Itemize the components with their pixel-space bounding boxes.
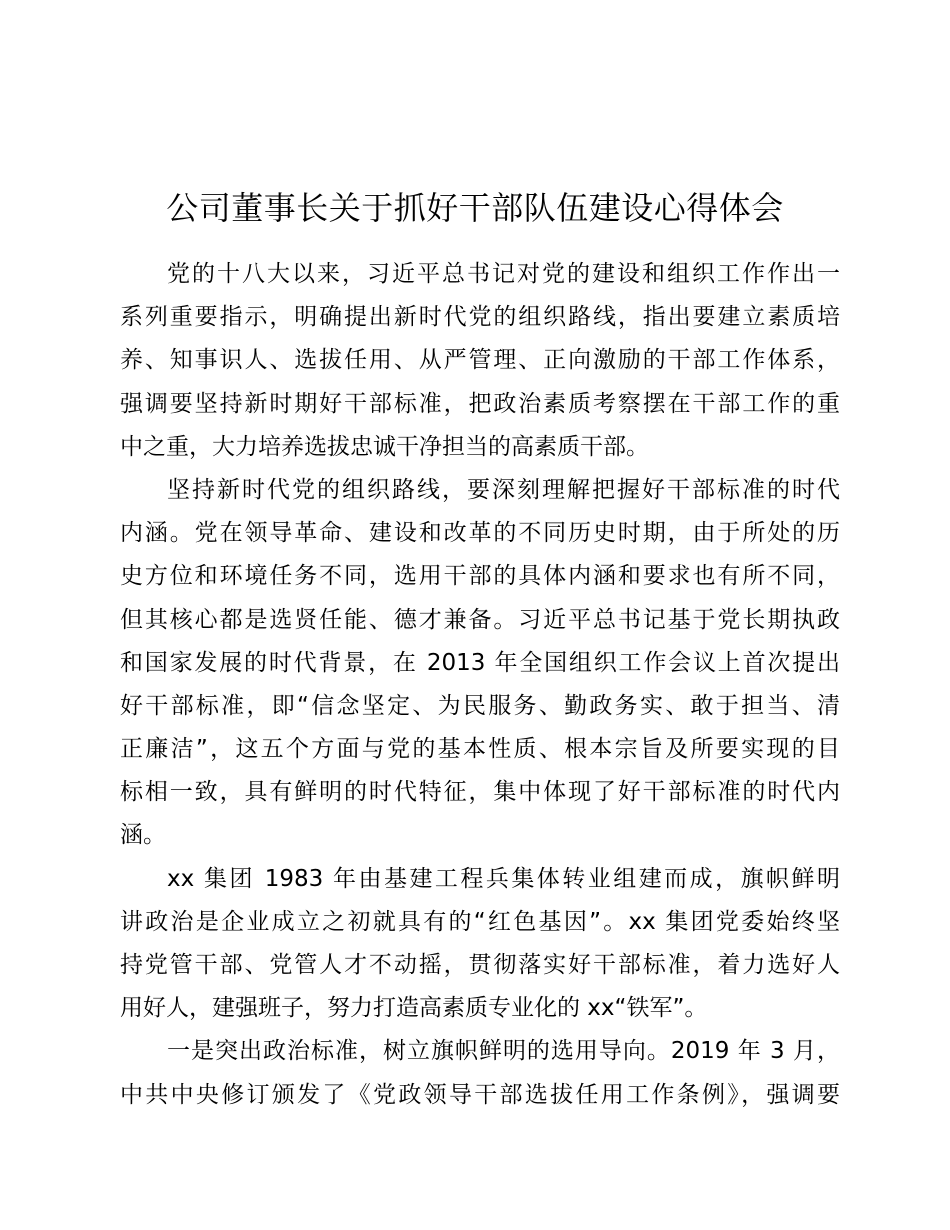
paragraph-2-line-3: 史方位和环境任务不同，选用干部的具体内涵和要求也有所不同， xyxy=(120,563,840,590)
document-title: 公司董事长关于抓好干部队伍建设心得体会 xyxy=(166,189,784,227)
paragraph-1-line-4: 强调要坚持新时期好干部标准，把政治素质考察摆在干部工作的重 xyxy=(120,390,840,417)
paragraph-2-line-1: 坚持新时代党的组织路线，要深刻理解把握好干部标准的时代 xyxy=(167,476,840,503)
paragraph-2-line-4: 但其核心都是选贤任能、德才兼备。习近平总书记基于党长期执政 xyxy=(120,606,840,633)
paragraph-2-line-8: 标相一致，具有鲜明的时代特征，集中体现了好干部标准的时代内 xyxy=(120,779,840,806)
paragraph-2-line-6: 好干部标准，即“信念坚定、为民服务、勤政务实、敢于担当、清 xyxy=(120,692,840,719)
document-body xyxy=(120,253,840,1117)
paragraph-2-line-7: 正廉洁”，这五个方面与党的基本性质、根本宗旨及所要实现的目 xyxy=(120,736,840,763)
paragraph-4-line-1: 一是突出政治标准，树立旗帜鲜明的选用导向。2019 年 3 月， xyxy=(167,1038,840,1065)
paragraph-3-line-2: 讲政治是企业成立之初就具有的“红色基因”。xx 集团党委始终坚 xyxy=(120,908,840,935)
paragraph-1-line-2: 系列重要指示，明确提出新时代党的组织路线，指出要建立素质培 xyxy=(120,304,840,331)
paragraph-1-line-1: 党的十八大以来，习近平总书记对党的建设和组织工作作出一 xyxy=(167,261,840,287)
paragraph-1-line-3: 养、知事识人、选拔任用、从严管理、正向激励的干部工作体系， xyxy=(120,347,840,374)
paragraph-2-line-9: 涵。 xyxy=(120,822,166,849)
paragraph-3-line-3: 持党管干部、党管人才不动摇，贯彻落实好干部标准，着力选好人 xyxy=(120,952,840,978)
paragraph-1-line-5: 中之重，大力培养选拔忠诚干净担当的高素质干部。 xyxy=(120,433,649,460)
paragraph-4-line-2: 中共中央修订颁发了《党政领导干部选拔任用工作条例》，强调要 xyxy=(120,1081,840,1108)
paragraph-3-line-4: 用好人，建强班子，努力打造高素质专业化的 xx“铁军”。 xyxy=(120,995,708,1022)
paragraph-2-line-2: 内涵。党在领导革命、建设和改革的不同历史时期，由于所处的历 xyxy=(120,520,840,547)
paragraph-3-line-1: xx 集团 1983 年由基建工程兵集体转业组建而成，旗帜鲜明 xyxy=(167,865,840,892)
paragraph-2-line-5: 和国家发展的时代背景，在 2013 年全国组织工作会议上首次提出 xyxy=(120,649,840,676)
